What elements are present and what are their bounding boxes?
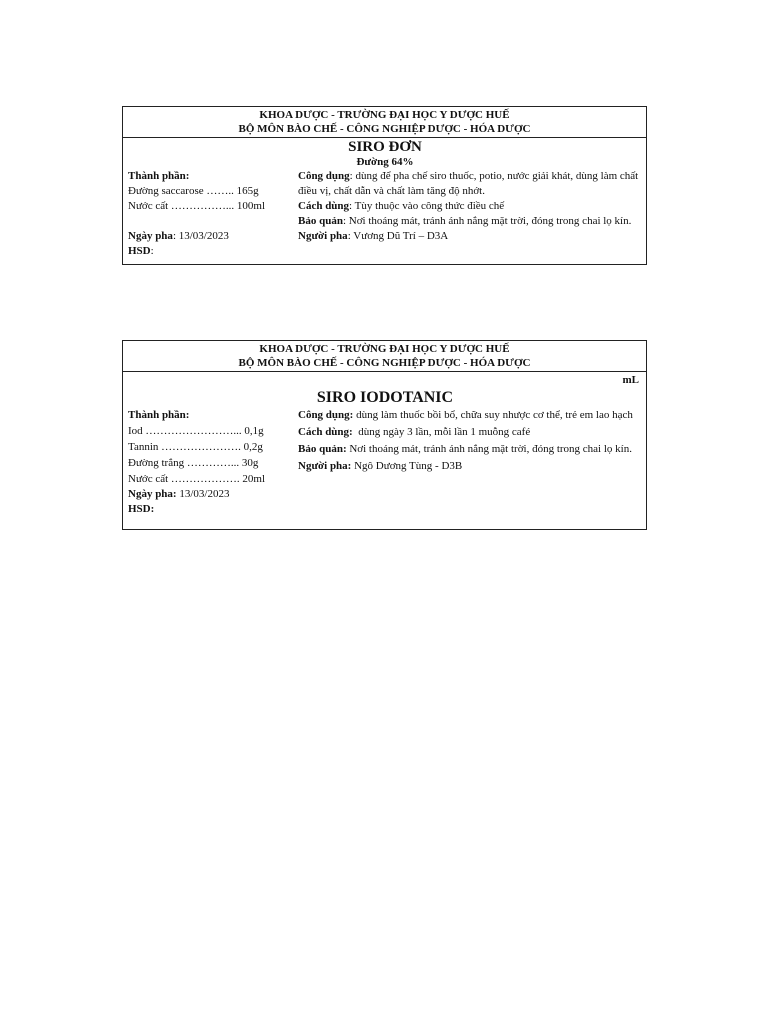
preparer: [298, 229, 642, 244]
prep-date-value: : 13/03/2023: [172, 230, 229, 242]
storage-label: Bảo quản:: [298, 443, 347, 455]
indication-value: dùng làm thuốc bồi bổ, chữa suy nhược cơ thể, trẻ em lao hạch: [353, 409, 633, 421]
ingredients-heading: Thành phần:: [128, 409, 190, 421]
prep-date-label: Ngày pha: [128, 230, 173, 242]
prep-date-label: Ngày pha:: [128, 488, 177, 500]
prep-date: [128, 487, 298, 502]
ingredient-line: Iod ……………………... 0,1g: [128, 425, 264, 437]
storage: [298, 214, 642, 229]
label-body: [123, 372, 646, 517]
ingredients-heading: Thành phần:: [128, 170, 190, 182]
ingredient-line: Nước cất ……………... 100ml: [128, 200, 266, 212]
dosage-value: : Tùy thuộc vào công thức điều chế: [349, 200, 505, 212]
label-siro-don: [122, 106, 647, 265]
ingredient-line: Đường trắng …………... 30g: [128, 457, 259, 469]
preparer: [298, 459, 642, 474]
dosage: [298, 425, 642, 440]
product-title: SIRO IODOTANIC: [316, 389, 454, 406]
indication: [298, 169, 642, 199]
dosage-label: Cách dùng: [298, 200, 350, 212]
usage-column: [298, 408, 642, 517]
ingredients-column: [128, 408, 298, 517]
usage-column: [298, 169, 642, 259]
product-subtitle: Đường 64%: [356, 156, 414, 168]
prep-date: [128, 229, 298, 244]
ingredient-line: Tannin …………………. 0,2g: [128, 441, 263, 453]
indication: [298, 408, 642, 423]
header-line-1: KHOA DƯỢC - TRƯỜNG ĐẠI HỌC Y DƯỢC HUẾ: [259, 343, 510, 355]
expiry: [128, 502, 298, 517]
expiry-value: :: [150, 245, 154, 257]
preparer-value: Ngô Dương Tùng - D3B: [351, 460, 463, 472]
preparer-value: : Vương Dũ Trí – D3A: [347, 230, 449, 242]
expiry: [128, 244, 298, 259]
header-line-1: KHOA DƯỢC - TRƯỜNG ĐẠI HỌC Y DƯỢC HUẾ: [259, 109, 510, 121]
volume-unit: mL: [622, 374, 639, 386]
preparer-label: Người pha: [298, 230, 348, 242]
storage: [298, 442, 642, 457]
header-line-2: BỘ MÔN BÀO CHẾ - CÔNG NGHIỆP DƯỢC - HÓA DƯỢC: [238, 123, 531, 135]
prep-date-value: 13/03/2023: [176, 488, 230, 500]
storage-value: : Nơi thoáng mát, tránh ánh nắng mặt trời, đóng trong chai lọ kín.: [342, 215, 632, 227]
header-line-2: BỘ MÔN BÀO CHẾ - CÔNG NGHIỆP DƯỢC - HÓA DƯỢC: [238, 357, 531, 369]
indication-label: Công dụng:: [298, 409, 354, 421]
storage-label: Bảo quản: [298, 215, 343, 227]
label-header: [123, 107, 646, 138]
dosage: [298, 199, 642, 214]
label-siro-iodotanic: [122, 340, 647, 530]
label-header: [123, 341, 646, 372]
ingredients-column: [128, 169, 298, 259]
label-body: [123, 139, 646, 259]
dosage-label: Cách dùng:: [298, 426, 353, 438]
product-title: SIRO ĐƠN: [348, 139, 422, 155]
expiry-label: HSD: [128, 245, 151, 257]
ingredient-line: Đường saccarose …….. 165g: [128, 185, 259, 197]
indication-value: : dùng để pha chế siro thuốc, potio, nước giải khát, dùng làm chất điều vị, chất dẫn và chất làm tăng độ nhớt.: [298, 170, 639, 197]
expiry-label: HSD:: [128, 503, 155, 515]
storage-value: Nơi thoáng mát, tránh ánh nắng mặt trời, đóng trong chai lọ kín.: [346, 443, 632, 455]
preparer-label: Người pha:: [298, 460, 352, 472]
indication-label: Công dụng: [298, 170, 350, 182]
ingredient-line: Nước cất ………………. 20ml: [128, 473, 266, 485]
dosage-value: dùng ngày 3 lần, mỗi lần 1 muỗng café: [352, 426, 531, 438]
